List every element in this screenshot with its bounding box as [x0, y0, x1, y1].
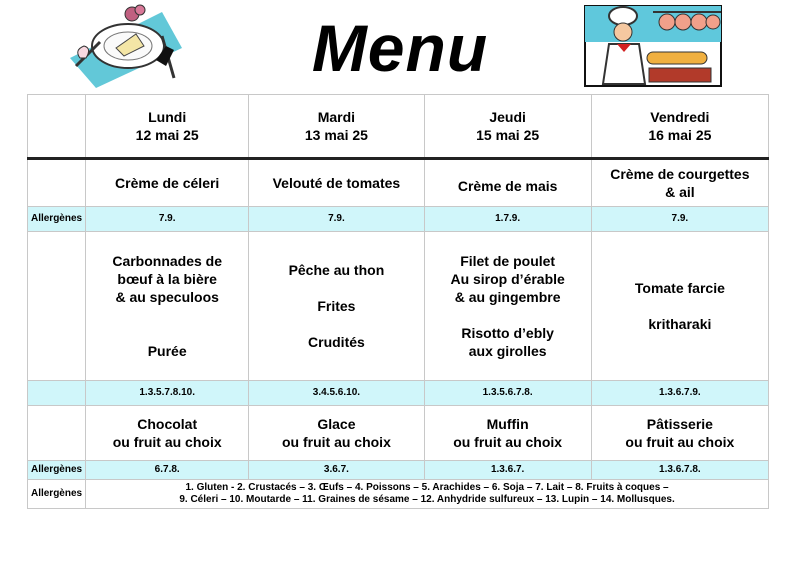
dish-line: aux girolles [468, 343, 547, 359]
allergen-codes: 7.9. [249, 207, 424, 232]
soup-cell [249, 159, 424, 207]
dish-line: Crudités [308, 334, 365, 350]
dish-line: Crème de mais [457, 178, 558, 194]
dish-line: Crème de courgettes [610, 166, 750, 182]
dish-line: Muffin [486, 416, 529, 432]
dish-line: ou fruit au choix [112, 434, 222, 450]
dish-line: & au gingembre [454, 289, 561, 305]
day-name: Vendredi [650, 109, 710, 125]
dish-line: Carbonnades de [112, 253, 223, 269]
dish-line: Pêche au thon [288, 262, 385, 278]
dish-line: ou fruit au choix [625, 434, 735, 450]
allergens-label: Allergènes [28, 461, 86, 480]
dish-line: Au sirop d’érable [450, 271, 565, 287]
dish-line: Pâtisserie [646, 416, 713, 432]
allergens-label: Allergènes [28, 207, 86, 232]
legend-line: 1. Gluten - 2. Crustacés – 3. Œufs – 4. Poissons – 5. Arachides – 6. Soja – 7. Lait – 8. Fruits à coques – [185, 482, 669, 493]
soup-row [28, 159, 769, 207]
allergen-codes: 1.3.5.7.8.10. [86, 381, 249, 406]
menu-title: Menu [311, 11, 489, 85]
dish-line: bœuf à la bière [117, 271, 217, 287]
day-date: 13 mai 25 [304, 127, 368, 143]
allergen-legend [86, 480, 769, 509]
dish-line: Tomate farcie [634, 280, 725, 296]
day-date: 16 mai 25 [648, 127, 712, 143]
dish-line: ou fruit au choix [453, 434, 563, 450]
day-header [424, 95, 591, 159]
soup-allergens-row [28, 207, 769, 232]
dish-line: Frites [317, 298, 356, 314]
allergen-codes: 1.3.6.7.8. [591, 461, 768, 480]
main-course-row [28, 232, 769, 381]
header-row [28, 95, 769, 159]
allergen-codes: 3.6.7. [249, 461, 424, 480]
dessert-cell [86, 406, 249, 461]
dish-line: & ail [665, 184, 695, 200]
chef-clipart-icon [583, 4, 723, 88]
dinner-plate-clipart-icon [66, 2, 186, 88]
dish-line: kritharaki [648, 316, 712, 332]
day-name: Mardi [317, 109, 356, 125]
menu-table [27, 94, 769, 509]
legend-line: 9. Céleri – 10. Moutarde – 11. Graines de sésame – 12. Anhydride sulfureux – 13. Lupin – 14. Mollusques. [179, 494, 675, 505]
dish-line: Glace [317, 416, 356, 432]
dish-line: & au speculoos [115, 289, 219, 305]
dish-line: ou fruit au choix [281, 434, 391, 450]
allergen-codes: 1.7.9. [424, 207, 591, 232]
dessert-cell [591, 406, 768, 461]
allergens-label: Allergènes [28, 480, 86, 509]
day-date: 15 mai 25 [476, 127, 540, 143]
dish-line: Purée [147, 343, 187, 359]
allergen-codes: 1.3.6.7.9. [591, 381, 768, 406]
day-header [86, 95, 249, 159]
row-label-empty [28, 232, 86, 381]
dessert-row [28, 406, 769, 461]
allergen-legend-row [28, 480, 769, 509]
allergen-codes: 1.3.6.7. [424, 461, 591, 480]
dish-line: Chocolat [137, 416, 198, 432]
dish-line: Risotto d’ebly [461, 325, 554, 341]
main-cell [591, 232, 768, 381]
day-header [249, 95, 424, 159]
day-name: Lundi [148, 109, 187, 125]
dish-line: Velouté de tomates [272, 175, 401, 191]
corner-cell [28, 95, 86, 159]
dessert-allergens-row [28, 461, 769, 480]
day-header [591, 95, 768, 159]
soup-cell [424, 159, 591, 207]
dish-line: Filet de poulet [460, 253, 556, 269]
dessert-cell [424, 406, 591, 461]
row-label-empty [28, 159, 86, 207]
main-cell [86, 232, 249, 381]
day-date: 12 mai 25 [135, 127, 199, 143]
allergen-codes: 3.4.5.6.10. [249, 381, 424, 406]
main-cell [424, 232, 591, 381]
dessert-cell [249, 406, 424, 461]
dish-line: Crème de céleri [115, 175, 220, 191]
main-cell [249, 232, 424, 381]
allergen-codes: 7.9. [86, 207, 249, 232]
main-allergens-row [28, 381, 769, 406]
soup-cell [86, 159, 249, 207]
day-name: Jeudi [489, 109, 526, 125]
row-label-empty [28, 406, 86, 461]
soup-cell [591, 159, 768, 207]
allergen-codes: 6.7.8. [86, 461, 249, 480]
row-label-empty [28, 381, 86, 406]
allergen-codes: 7.9. [591, 207, 768, 232]
allergen-codes: 1.3.5.6.7.8. [424, 381, 591, 406]
